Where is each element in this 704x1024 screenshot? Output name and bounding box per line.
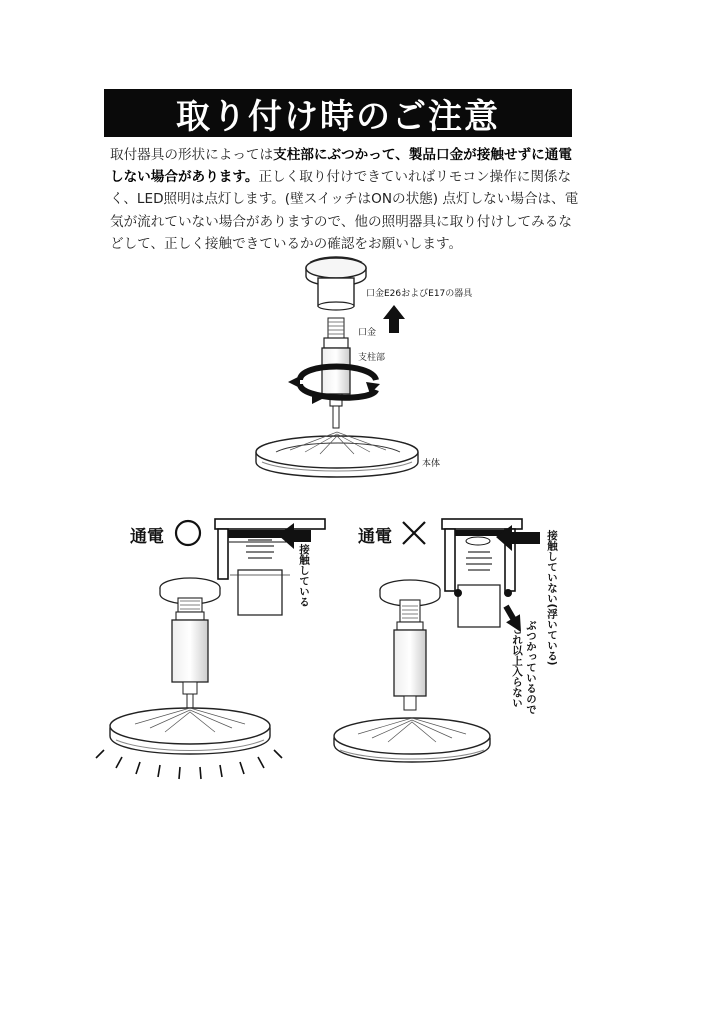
ok-lamp-body xyxy=(110,708,270,754)
lamp-body xyxy=(256,432,418,477)
ng-lamp-body xyxy=(334,718,490,762)
intro-normal: 取付器具の形状によっては xyxy=(110,147,274,163)
lamp-cap xyxy=(324,318,348,348)
ceiling-fixture xyxy=(306,257,366,310)
ok-status-text: 通電 xyxy=(130,527,164,547)
intro-rest: 正しく取り付けできていればリモコン操作に関係なく、LED照明は点灯します。(壁スイッチはONの状態) 点灯しない場合は、電気が流れていない場合がありますので、他の照明器具に取り付けしてみるなどして、正しく接触できているかの確認をお願いします。 xyxy=(110,169,579,252)
intro-bold: 支柱部にぶつかって、製品口金が接触せずに通電しない場合があります。 xyxy=(110,147,572,186)
support-post xyxy=(322,348,350,428)
ng-status-text: 通電 xyxy=(358,527,392,547)
ng-blocked-label-1: ぶつかっているので xyxy=(525,620,537,715)
fixture-label: 口金E26およびE17の器具 xyxy=(366,289,473,299)
ok-fixture xyxy=(160,578,220,708)
ng-cross-icon xyxy=(403,522,425,544)
ng-fixture xyxy=(380,580,440,710)
up-arrow-icon xyxy=(383,305,405,333)
ng-blocked-label-2: これ以上入らない xyxy=(511,624,523,708)
post-label: 支柱部 xyxy=(358,353,386,363)
body-label: 本体 xyxy=(422,459,441,469)
page-title: 取り付け時のご注意 xyxy=(104,89,572,137)
ng-status-label xyxy=(358,522,392,547)
ok-circle-icon xyxy=(176,521,200,545)
ng-no-contact-label: 接触していない(浮いている) xyxy=(546,530,558,666)
cap-label: 口金 xyxy=(358,328,377,338)
ok-contact-label: 接触している xyxy=(298,544,310,607)
ok-status-label xyxy=(130,522,164,547)
